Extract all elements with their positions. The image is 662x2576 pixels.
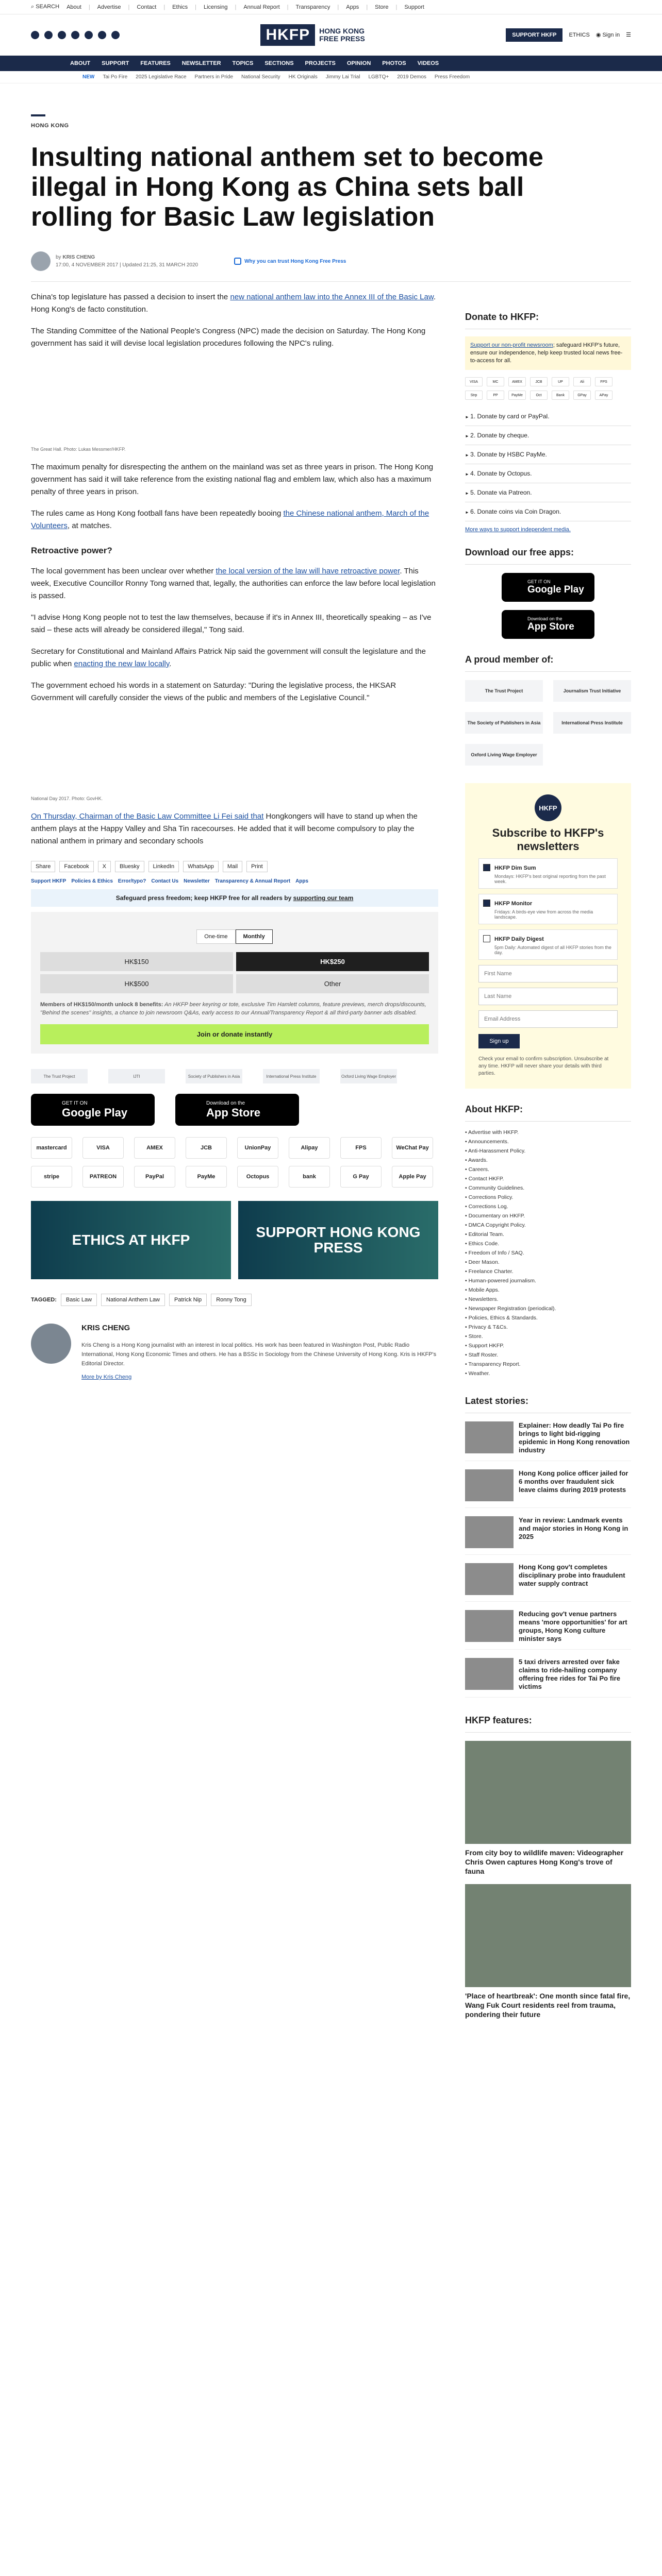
newsletter-widget: [465, 783, 631, 1089]
about-link[interactable]: • Store.: [465, 1332, 631, 1341]
updated-date: Updated 21:25, 31 MARCH 2020: [122, 262, 198, 268]
donate-option[interactable]: ► 5. Donate via Patreon.: [465, 483, 631, 502]
paragraph: China's top legislature has passed a decision to insert the new national anthem law into the Annex III of the Basic Law. Hong Kong's de facto constitution.: [31, 293, 436, 314]
mail-icon[interactable]: [111, 31, 120, 39]
about-link[interactable]: • Announcements.: [465, 1137, 631, 1146]
onetime-toggle[interactable]: One-time: [196, 929, 235, 944]
nav-item[interactable]: NEWSLETTER: [181, 60, 221, 66]
payment-icon: stripe: [31, 1166, 72, 1188]
linkedin-icon[interactable]: [98, 31, 106, 39]
logo-line-1: HONG KONG: [319, 26, 365, 35]
amount-option[interactable]: HK$150: [40, 952, 233, 971]
ethics-link[interactable]: Ethics: [172, 4, 188, 10]
amount-option[interactable]: HK$250: [236, 952, 429, 971]
tag-link[interactable]: Patrick Nip: [169, 1294, 207, 1306]
promo-videos: [31, 1201, 438, 1279]
newsletter-option[interactable]: [478, 858, 618, 889]
tags-label: TAGGED:: [31, 1297, 57, 1303]
about-link[interactable]: • Human-powered journalism.: [465, 1276, 631, 1285]
story-title[interactable]: Hong Kong gov't completes disciplinary probe into fraudulent water supply contract: [519, 1563, 625, 1587]
story-thumbnail: [465, 1610, 514, 1642]
support-promo[interactable]: SUPPORT HONG KONG PRESS: [238, 1201, 438, 1279]
nav-item[interactable]: OPINION: [346, 60, 371, 66]
nav-item[interactable]: PROJECTS: [305, 60, 336, 66]
share-button[interactable]: Print: [246, 861, 268, 872]
story-thumbnail: [465, 1658, 514, 1690]
signup-note: Check your email to confirm subscription. Unsubscribe at any time. HKFP will never share your details with third parties.: [478, 1056, 609, 1076]
share-button[interactable]: WhatsApp: [183, 861, 219, 872]
join-donate-button[interactable]: Join or donate instantly: [40, 1024, 429, 1044]
about-link[interactable]: • Freedom of Info / SAQ.: [465, 1248, 631, 1258]
monthly-toggle[interactable]: Monthly: [236, 929, 273, 944]
features-widget: [465, 1715, 631, 2019]
payment-icon: JCB: [186, 1137, 227, 1159]
top-utility-bar: ⌕ SEARCH About | Advertise | Contact | Ethics | Licensing | Annual Report | Transparency | Apps | Store | Support: [0, 0, 662, 14]
site-logo[interactable]: [260, 24, 365, 46]
payment-icon: Alipay: [289, 1137, 330, 1159]
donate-option[interactable]: ► 2. Donate by cheque.: [465, 426, 631, 445]
about-link[interactable]: • Advertise with HKFP.: [465, 1128, 631, 1137]
article-photo: [31, 714, 438, 791]
menu-icon[interactable]: ☰: [626, 32, 631, 38]
payment-icon: AMEX: [134, 1137, 175, 1159]
trending-link[interactable]: Partners in Pride: [194, 74, 234, 80]
footer-link[interactable]: Policies & Ethics: [71, 878, 113, 884]
about-link[interactable]: • Awards.: [465, 1156, 631, 1165]
paragraph: The Standing Committee of the National People's Congress (NPC) made the decision on Saturday. The Hong Kong government has said it will devise local legislation procedures following the NPC's ruling.: [31, 327, 426, 348]
youtube-icon[interactable]: [85, 31, 93, 39]
newsletter-option[interactable]: [478, 929, 618, 960]
support-link[interactable]: Support: [404, 4, 424, 10]
about-link[interactable]: • Transparency Report.: [465, 1360, 631, 1369]
signup-button[interactable]: Sign up: [478, 1034, 520, 1048]
latest-story[interactable]: [465, 1516, 631, 1555]
tags: [31, 1294, 438, 1306]
inline-link[interactable]: the local version of the law will have retroactive power: [216, 567, 400, 575]
footer-link[interactable]: Apps: [295, 878, 309, 884]
footer-links: [31, 878, 438, 884]
category-rule: [31, 114, 45, 116]
article-body: [31, 282, 438, 2019]
payment-icon: FPS: [595, 377, 613, 386]
payment-icon: PP: [487, 391, 504, 400]
payment-icon: APay: [595, 391, 613, 400]
about-link[interactable]: • Careers.: [465, 1165, 631, 1174]
signin-link[interactable]: ◉ Sign in: [595, 32, 620, 38]
about-link[interactable]: • Weather.: [465, 1369, 631, 1378]
author-box: [31, 1324, 438, 1382]
site-header: [0, 14, 662, 56]
paragraph: On Thursday, Chairman of the Basic Law Committee Li Fei said that Hongkongers will have to stand up when the anthem plays at the Happy Valley and Sha Tin racecourses. He added that it will become compulsory to play the national anthem in primary and secondary schools: [31, 812, 418, 845]
amount-option[interactable]: HK$500: [40, 974, 233, 993]
more-by-author-link[interactable]: More by Kris Cheng: [81, 1374, 132, 1380]
ethics-header-link[interactable]: ETHICS: [569, 31, 590, 38]
newsletter-option[interactable]: [478, 894, 618, 924]
checkbox[interactable]: [483, 935, 490, 942]
trending-bar: [0, 71, 662, 83]
paragraph: Secretary for Constitutional and Mainland Affairs Patrick Nip said the government will consult the legislature and the public when enacting the new law locally.: [31, 647, 426, 668]
last-name-input[interactable]: Last Name: [478, 988, 618, 1005]
trending-link[interactable]: HK Originals: [288, 74, 318, 80]
checkbox[interactable]: [483, 864, 490, 871]
logo-mark: HKFP: [260, 24, 315, 46]
photo-caption: National Day 2017. Photo: GovHK.: [31, 796, 103, 801]
x-icon[interactable]: [44, 31, 53, 39]
payment-icon: Strp: [465, 391, 483, 400]
payment-icon: VISA: [82, 1137, 124, 1159]
donation-widget: [31, 912, 438, 1054]
story-thumbnail: [465, 1421, 514, 1453]
article-title: Insulting national anthem set to become illegal in Hong Kong as China sets ball rolling for Basic Law legislation: [31, 142, 543, 232]
share-button[interactable]: Share: [31, 861, 55, 872]
member-title: A proud member of:: [465, 654, 631, 672]
author-avatar: [31, 251, 51, 271]
apps-title: Download our free apps:: [465, 547, 631, 565]
payment-icon: PayMe: [508, 391, 526, 400]
about-link[interactable]: • Corrections Policy.: [465, 1193, 631, 1202]
about-title: About HKFP:: [465, 1104, 631, 1122]
about-link[interactable]: • Newsletters.: [465, 1295, 631, 1304]
latest-title: Latest stories:: [465, 1396, 631, 1413]
paragraph: The local government has been unclear over whether the local version of the law will have retroactive power. This week, Executive Councillor Ronny Tong warned that, legally, the authorities can enforce the law before local legislation is passed.: [31, 567, 436, 600]
logo-line-2: FREE PRESS: [319, 34, 365, 43]
payment-icon: Oct: [530, 391, 548, 400]
nav-item[interactable]: FEATURES: [140, 60, 171, 66]
about-link[interactable]: • Editorial Team.: [465, 1230, 631, 1239]
payment-methods: [31, 1137, 438, 1188]
checkbox[interactable]: [483, 900, 490, 907]
footer-link[interactable]: Support HKFP: [31, 878, 67, 884]
paragraph: The government echoed his words in a statement on Saturday: "During the legislative process, the HKSAR Government will carefully consider the views of the public and members of the Legislative Council.": [31, 681, 396, 702]
store-link[interactable]: Store: [375, 4, 389, 10]
feature-story[interactable]: [465, 1741, 631, 1876]
about-link[interactable]: • Freelance Charter.: [465, 1267, 631, 1276]
article-category[interactable]: HONG KONG: [31, 123, 69, 129]
sidebar: [465, 282, 631, 2019]
donate-option[interactable]: ► 4. Donate by Octopus.: [465, 464, 631, 483]
trending-link[interactable]: 2025 Legislative Race: [136, 74, 187, 80]
member-logo[interactable]: The Society of Publishers in Asia: [465, 712, 543, 734]
trending-link[interactable]: LGBTQ+: [368, 74, 389, 80]
shield-icon: [234, 258, 241, 265]
story-thumbnail: [465, 1516, 514, 1548]
inline-link[interactable]: enacting the new law locally: [74, 659, 170, 668]
payment-icon: Bank: [552, 391, 569, 400]
author-link[interactable]: KRIS CHENG: [62, 255, 95, 260]
latest-widget: [465, 1396, 631, 1698]
about-link[interactable]: • Newspaper Registration (periodical).: [465, 1304, 631, 1313]
contact-link[interactable]: Contact: [137, 4, 157, 10]
payment-icon: UnionPay: [237, 1137, 278, 1159]
advertise-link[interactable]: Advertise: [97, 4, 121, 10]
support-blurb: Support our non-profit newsroom; safeguard HKFP's future, ensure our independence, help keep trusted local news free-to-access for all.: [465, 336, 631, 370]
trust-link[interactable]: Why you can trust Hong Kong Free Press: [234, 258, 346, 265]
trending-link[interactable]: Press Freedom: [434, 74, 470, 80]
paragraph: The rules came as Hong Kong football fans have been repeatedly booing the Chinese national anthem, March of the Volunteers, at matches.: [31, 509, 429, 530]
author-bio: Kris Cheng is a Hong Kong journalist with an interest in local politics. His work has been featured in Washington Post, Public Radio International, Hong Kong Economic Times and others. He has a BSSc in Sociology from the Chinese University of Hong Kong. Kris is HKFP's Editorial Director.: [81, 1342, 437, 1367]
footer-link[interactable]: Transparency & Annual Report: [214, 878, 291, 884]
social-icons: [31, 31, 120, 39]
about-link[interactable]: • Corrections Log.: [465, 1202, 631, 1211]
ethics-promo[interactable]: ETHICS AT HKFP: [31, 1201, 231, 1279]
about-link[interactable]: • Support HKFP.: [465, 1341, 631, 1350]
story-title[interactable]: Explainer: How deadly Tai Po fire brings to light bid-rigging epidemic in Hong Kong renovation industry: [519, 1421, 630, 1454]
share-button[interactable]: Mail: [223, 861, 242, 872]
payment-icon: GPay: [573, 391, 591, 400]
support-team-link[interactable]: supporting our team: [293, 894, 354, 902]
app-store-button[interactable]: Download on the App Store: [175, 1094, 299, 1126]
trending-link[interactable]: Tai Po Fire: [103, 74, 128, 80]
story-thumbnail: [465, 1563, 514, 1595]
member-logo[interactable]: The Trust Project: [465, 680, 543, 702]
member-logo[interactable]: Oxford Living Wage Employer: [465, 744, 543, 766]
payment-icon: FPS: [340, 1137, 382, 1159]
payment-icon: JCB: [530, 377, 548, 386]
newsletter-desc: Mondays: HKFP's best original reporting from the past week.: [494, 874, 606, 884]
payment-icon: mastercard: [31, 1137, 72, 1159]
payment-icon: Apple Pay: [392, 1166, 433, 1188]
feature-title[interactable]: From city boy to wildlife maven: Videographer Chris Owen captures Hong Kong's trove of fauna: [465, 1849, 624, 1875]
main-nav: [0, 56, 662, 71]
about-link[interactable]: • Staff Roster.: [465, 1350, 631, 1360]
payment-icon: G Pay: [340, 1166, 382, 1188]
instagram-icon[interactable]: [58, 31, 66, 39]
member-badges: [31, 1069, 438, 1083]
member-widget: [465, 654, 631, 766]
story-title[interactable]: Reducing gov't venue partners means 'more opportunities' for art groups, Hong Kong culture minister says: [519, 1610, 627, 1642]
article-header: [0, 83, 662, 271]
member-benefits: Members of HK$150/month unlock 8 benefits: An HKFP beer keyring or tote, exclusive Tim Hamlett columns, feature previews, merch drops/discounts, "Behind the scenes" insights, a chance to join newsroom Q&As, early access to our Annual/Transparency Report & all third-party banner ads disabled.: [40, 1002, 426, 1016]
donate-option[interactable]: ► 6. Donate coins via Coin Dragon.: [465, 502, 631, 521]
google-play-button[interactable]: GET IT ON Google Play: [31, 1094, 155, 1126]
apps-link[interactable]: Apps: [346, 4, 359, 10]
nav-item[interactable]: SECTIONS: [264, 60, 294, 66]
google-play-button[interactable]: GET IT ON Google Play: [502, 573, 594, 602]
member-logo[interactable]: Journalism Trust Initiative: [553, 680, 631, 702]
newsletter-desc: Fridays: A birds-eye view from across the media landscape.: [494, 909, 593, 920]
safeguard-banner: Safeguard press freedom; keep HKFP free for all readers by supporting our team: [31, 889, 438, 907]
about-widget: [465, 1104, 631, 1378]
author-name[interactable]: KRIS CHENG: [81, 1324, 130, 1332]
app-store-buttons: [31, 1094, 438, 1126]
subheading: Retroactive power?: [31, 546, 112, 555]
feature-title[interactable]: 'Place of heartbreak': One month since fatal fire, Wang Fuk Court residents reel from trauma, pondering their future: [465, 1992, 631, 2019]
by-label: by: [56, 255, 61, 260]
payment-icon: UP: [552, 377, 569, 386]
newsletter-name: HKFP Daily Digest: [494, 936, 544, 942]
search-link[interactable]: ⌕ SEARCH: [31, 4, 60, 10]
story-title[interactable]: Year in review: Landmark events and major stories in Hong Kong in 2025: [519, 1516, 628, 1540]
member-badge[interactable]: Oxford Living Wage Employer: [340, 1069, 397, 1083]
about-link[interactable]: • Mobile Apps.: [465, 1285, 631, 1295]
latest-story[interactable]: [465, 1658, 631, 1698]
inline-link[interactable]: the Chinese national anthem, March of the Volunteers: [31, 509, 429, 530]
about-link[interactable]: • Policies, Ethics & Standards.: [465, 1313, 631, 1323]
about-link[interactable]: • Documentary on HKFP.: [465, 1211, 631, 1221]
byline: by KRIS CHENG 17:00, 4 NOVEMBER 2017 | Updated 21:25, 31 MARCH 2020 Why you can trust Hong Kong Free Press: [31, 251, 631, 271]
payment-icon: Ali: [573, 377, 591, 386]
inline-link[interactable]: new national anthem law into the Annex III of the Basic Law: [230, 293, 434, 301]
footer-link[interactable]: Newsletter: [184, 878, 210, 884]
about-link[interactable]: • Contact HKFP.: [465, 1174, 631, 1183]
paragraph: "I advise Hong Kong people not to test the law themselves, because if it's in Annex III, theoretically speaking – as I've said – these acts will already be considered illegal," Tong said.: [31, 613, 432, 634]
payment-icon: PATREON: [82, 1166, 124, 1188]
payment-icon: AMEX: [508, 377, 526, 386]
donate-option[interactable]: ► 1. Donate by card or PayPal.: [465, 407, 631, 426]
new-badge: NEW: [82, 74, 95, 80]
nav-item[interactable]: PHOTOS: [382, 60, 406, 66]
publish-date: 17:00, 4 NOVEMBER 2017: [56, 262, 119, 268]
latest-story[interactable]: [465, 1563, 631, 1602]
donate-option[interactable]: ► 3. Donate by HSBC PayMe.: [465, 445, 631, 464]
tag-link[interactable]: Ronny Tong: [211, 1294, 252, 1306]
article-photo: [31, 359, 438, 442]
member-logo[interactable]: International Press Institute: [553, 712, 631, 734]
share-button[interactable]: LinkedIn: [148, 861, 179, 872]
newsletter-name: HKFP Monitor: [494, 901, 533, 907]
feature-story[interactable]: [465, 1884, 631, 2019]
apps-widget: [465, 547, 631, 639]
share-button[interactable]: Bluesky: [115, 861, 144, 872]
feature-image: [465, 1741, 631, 1844]
about-link[interactable]: • Anti-Harassment Policy.: [465, 1146, 631, 1156]
sidebar-payment-icons: [465, 377, 631, 400]
nav-item[interactable]: SUPPORT: [102, 60, 129, 66]
paragraph: The maximum penalty for disrespecting the anthem on the mainland was set as three years in prison. The Hong Kong government has said it will take reference from the existing national flag and emblem law, which also has a maximum penalty of three years in prison.: [31, 463, 434, 496]
footer-link[interactable]: Error/typo?: [118, 878, 146, 884]
licensing-link[interactable]: Licensing: [204, 4, 228, 10]
trending-link[interactable]: National Security: [241, 74, 280, 80]
about-link[interactable]: • Privacy & T&Cs.: [465, 1323, 631, 1332]
author-photo: [31, 1324, 71, 1364]
email-input[interactable]: Email Address: [478, 1010, 618, 1028]
payment-icon: bank: [289, 1166, 330, 1188]
feature-image: [465, 1884, 631, 1987]
newsletter-title: Subscribe to HKFP's newsletters: [492, 826, 604, 853]
photo-caption: The Great Hall. Photo: Lukas Messmer/HKFP.: [31, 447, 126, 452]
support-link[interactable]: Support our non-profit newsroom: [470, 342, 553, 348]
more-ways-link[interactable]: More ways to support independent media.: [465, 527, 571, 533]
about-link[interactable]: • DMCA Copyright Policy.: [465, 1221, 631, 1230]
member-badge[interactable]: IJTI: [108, 1069, 165, 1083]
story-thumbnail: [465, 1469, 514, 1501]
payment-icon: Octopus: [237, 1166, 278, 1188]
member-badge[interactable]: The Trust Project: [31, 1069, 88, 1083]
newsletter-desc: 5pm Daily: Automated digest of all HKFP stories from the day.: [494, 945, 611, 955]
share-button[interactable]: X: [98, 861, 111, 872]
hkfp-logo: HKFP: [535, 794, 561, 821]
transparency-link[interactable]: Transparency: [295, 4, 330, 10]
donate-title: Donate to HKFP:: [465, 312, 631, 329]
trending-link[interactable]: Jimmy Lai Trial: [325, 74, 360, 80]
story-title[interactable]: 5 taxi drivers arrested over fake claims to ride-hailing company offering free rides for Tai Po fire victims: [519, 1658, 620, 1690]
tag-link[interactable]: Basic Law: [61, 1294, 97, 1306]
nav-item[interactable]: ABOUT: [70, 60, 91, 66]
inline-link[interactable]: On Thursday, Chairman of the Basic Law Committee Li Fei said that: [31, 812, 264, 821]
newsletter-name: HKFP Dim Sum: [494, 865, 536, 871]
annual-report-link[interactable]: Annual Report: [243, 4, 280, 10]
about-link[interactable]: About: [67, 4, 81, 10]
payment-icon: PayPal: [134, 1166, 175, 1188]
member-badge[interactable]: Society of Publishers in Asia: [186, 1069, 242, 1083]
payment-icon: VISA: [465, 377, 483, 386]
tag-link[interactable]: National Anthem Law: [101, 1294, 165, 1306]
trending-link[interactable]: 2019 Demos: [397, 74, 426, 80]
features-title: HKFP features:: [465, 1715, 631, 1733]
share-bar: [31, 861, 438, 872]
story-title[interactable]: Hong Kong police officer jailed for 6 months over fraudulent sick leave claims during 2019 protests: [519, 1469, 628, 1494]
facebook-icon[interactable]: [31, 31, 39, 39]
nav-item[interactable]: VIDEOS: [417, 60, 439, 66]
app-store-button[interactable]: Download on the App Store: [502, 610, 594, 639]
threads-icon[interactable]: [71, 31, 79, 39]
about-link[interactable]: • Community Guidelines.: [465, 1183, 631, 1193]
about-link[interactable]: • Deer Mason.: [465, 1258, 631, 1267]
share-button[interactable]: Facebook: [59, 861, 93, 872]
latest-story[interactable]: [465, 1469, 631, 1508]
payment-icon: WeChat Pay: [392, 1137, 433, 1159]
latest-story[interactable]: [465, 1421, 631, 1461]
footer-link[interactable]: Contact Us: [151, 878, 179, 884]
about-link[interactable]: • Ethics Code.: [465, 1239, 631, 1248]
amount-option[interactable]: Other: [236, 974, 429, 993]
first-name-input[interactable]: First Name: [478, 965, 618, 982]
latest-story[interactable]: [465, 1610, 631, 1650]
nav-item[interactable]: TOPICS: [232, 60, 254, 66]
payment-icon: MC: [487, 377, 504, 386]
payment-icon: PayMe: [186, 1166, 227, 1188]
support-hkfp-button[interactable]: SUPPORT HKFP: [506, 28, 562, 42]
member-badge[interactable]: International Press Institute: [263, 1069, 320, 1083]
